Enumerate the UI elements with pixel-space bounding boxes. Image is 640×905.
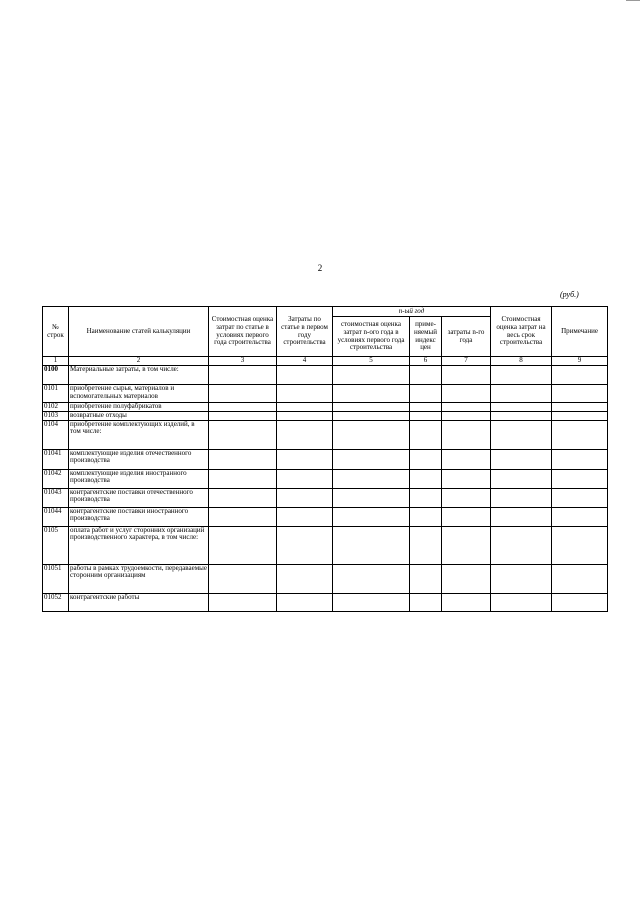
- row-code: 01044: [43, 507, 69, 526]
- value-cell: [410, 366, 442, 385]
- value-cell: [277, 366, 333, 385]
- table-row: [43, 564, 608, 593]
- header-cost-first-year: Стоимостная оценка затрат по статье в условиях первого года строительства: [209, 307, 277, 357]
- value-cell: [491, 593, 552, 611]
- value-cell: [209, 420, 277, 449]
- row-item-name: возвратные отходы: [69, 411, 209, 420]
- value-cell: [552, 526, 608, 564]
- value-cell: [491, 564, 552, 593]
- value-cell: [277, 507, 333, 526]
- row-code: 0104: [43, 420, 69, 449]
- value-cell: [209, 449, 277, 469]
- value-cell: [552, 366, 608, 385]
- value-cell: [442, 488, 491, 507]
- table-row: [43, 488, 608, 507]
- value-cell: [442, 593, 491, 611]
- value-cell: [209, 593, 277, 611]
- value-cell: [410, 411, 442, 420]
- value-cell: [552, 507, 608, 526]
- value-cell: [209, 385, 277, 403]
- value-cell: [277, 449, 333, 469]
- value-cell: [209, 403, 277, 412]
- value-cell: [410, 526, 442, 564]
- value-cell: [277, 564, 333, 593]
- value-cell: [410, 420, 442, 449]
- column-number: 1: [43, 357, 69, 366]
- table-row: [43, 449, 608, 469]
- value-cell: [333, 420, 410, 449]
- row-item-name: работы в рамках трудоемкости, передаваемые сторонним организациям: [69, 564, 209, 593]
- row-item-name: приобретение сырья, материалов и вспомогательных материалов: [69, 385, 209, 403]
- value-cell: [333, 385, 410, 403]
- value-cell: [442, 420, 491, 449]
- value-cell: [552, 469, 608, 488]
- value-cell: [410, 403, 442, 412]
- value-cell: [491, 411, 552, 420]
- row-item-name: контрагентские работы: [69, 593, 209, 611]
- value-cell: [552, 403, 608, 412]
- value-cell: [277, 420, 333, 449]
- value-cell: [552, 385, 608, 403]
- value-cell: [277, 403, 333, 412]
- row-item-name: контрагентские поставки иностранного производства: [69, 507, 209, 526]
- row-code: 0100: [43, 366, 69, 385]
- row-item-name: комплектующие изделия иностранного производства: [69, 469, 209, 488]
- value-cell: [410, 469, 442, 488]
- header-nth-expenses: затраты n-го года: [442, 317, 491, 357]
- row-code: 0105: [43, 526, 69, 564]
- page-number: 2: [317, 263, 323, 273]
- column-number: 5: [333, 357, 410, 366]
- value-cell: [209, 507, 277, 526]
- value-cell: [277, 488, 333, 507]
- table-row: [43, 411, 608, 420]
- row-code: 0103: [43, 411, 69, 420]
- value-cell: [333, 469, 410, 488]
- value-cell: [333, 526, 410, 564]
- header-nth-year: n-ый год: [333, 307, 491, 317]
- table-row: [43, 469, 608, 488]
- table-row: [43, 507, 608, 526]
- value-cell: [552, 411, 608, 420]
- column-number: 9: [552, 357, 608, 366]
- value-cell: [442, 403, 491, 412]
- row-code: 01042: [43, 469, 69, 488]
- row-code: 01051: [43, 564, 69, 593]
- value-cell: [410, 564, 442, 593]
- value-cell: [277, 411, 333, 420]
- column-number: 6: [410, 357, 442, 366]
- table-row: [43, 403, 608, 412]
- value-cell: [410, 593, 442, 611]
- value-cell: [552, 420, 608, 449]
- column-number: 7: [442, 357, 491, 366]
- value-cell: [410, 449, 442, 469]
- value-cell: [209, 411, 277, 420]
- value-cell: [491, 488, 552, 507]
- value-cell: [209, 526, 277, 564]
- value-cell: [333, 507, 410, 526]
- row-item-name: приобретение комплектующих изделий, в том числе:: [69, 420, 209, 449]
- row-code: 01041: [43, 449, 69, 469]
- header-row-no: № строк: [43, 307, 69, 357]
- value-cell: [410, 385, 442, 403]
- value-cell: [209, 366, 277, 385]
- value-cell: [209, 564, 277, 593]
- value-cell: [333, 403, 410, 412]
- value-cell: [442, 449, 491, 469]
- value-cell: [410, 507, 442, 526]
- value-cell: [491, 469, 552, 488]
- row-item-name: контрагентские поставки отечественного производства: [69, 488, 209, 507]
- value-cell: [333, 366, 410, 385]
- value-cell: [277, 593, 333, 611]
- value-cell: [552, 564, 608, 593]
- row-item-name: приобретение полуфабрикатов: [69, 403, 209, 412]
- value-cell: [491, 420, 552, 449]
- column-number: 3: [209, 357, 277, 366]
- header-price-index: приме-няемый индекс цен: [410, 317, 442, 357]
- value-cell: [333, 564, 410, 593]
- table-row: [43, 593, 608, 611]
- calculation-table: [42, 306, 608, 612]
- value-cell: [277, 526, 333, 564]
- column-number: 8: [491, 357, 552, 366]
- value-cell: [442, 411, 491, 420]
- value-cell: [333, 488, 410, 507]
- row-item-name: комплектующие изделия отечественного производства: [69, 449, 209, 469]
- value-cell: [491, 385, 552, 403]
- value-cell: [442, 507, 491, 526]
- row-code: 0101: [43, 385, 69, 403]
- row-item-name: оплата работ и услуг сторонних организаций производственного характера, в том числе:: [69, 526, 209, 564]
- value-cell: [410, 488, 442, 507]
- value-cell: [552, 593, 608, 611]
- column-number: 4: [277, 357, 333, 366]
- header-note: Примечание: [552, 307, 608, 357]
- header-item-name: Наименование статей калькуляции: [69, 307, 209, 357]
- header-cost-total-period: Стоимостная оценка затрат на весь срок строительства: [491, 307, 552, 357]
- value-cell: [491, 526, 552, 564]
- table-row: [43, 385, 608, 403]
- value-cell: [491, 449, 552, 469]
- value-cell: [442, 469, 491, 488]
- value-cell: [491, 507, 552, 526]
- row-item-name: Материальные затраты, в том числе:: [69, 366, 209, 385]
- value-cell: [552, 449, 608, 469]
- value-cell: [552, 488, 608, 507]
- table-row: [43, 366, 608, 385]
- value-cell: [277, 469, 333, 488]
- value-cell: [491, 366, 552, 385]
- currency-note: (руб.): [560, 290, 579, 299]
- header-nth-cost: стоимостная оценка затрат n-ого года в условиях первого года строительства: [333, 317, 410, 357]
- value-cell: [491, 403, 552, 412]
- value-cell: [442, 526, 491, 564]
- value-cell: [333, 411, 410, 420]
- value-cell: [333, 593, 410, 611]
- row-code: 0102: [43, 403, 69, 412]
- column-number: 2: [69, 357, 209, 366]
- value-cell: [442, 385, 491, 403]
- table-row: [43, 420, 608, 449]
- value-cell: [442, 366, 491, 385]
- row-code: 01052: [43, 593, 69, 611]
- value-cell: [209, 488, 277, 507]
- row-code: 01043: [43, 488, 69, 507]
- value-cell: [333, 449, 410, 469]
- header-expenses-first-year: Затраты по статье в первом году строительства: [277, 307, 333, 357]
- value-cell: [277, 385, 333, 403]
- value-cell: [209, 469, 277, 488]
- scan-edge-mark: [626, 0, 640, 1]
- value-cell: [442, 564, 491, 593]
- table-row: [43, 526, 608, 564]
